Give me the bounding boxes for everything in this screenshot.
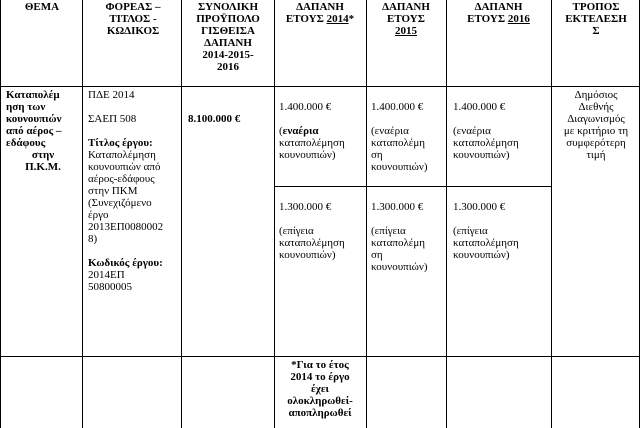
header-dapani-year-line xyxy=(448,13,549,25)
note-line: έχει xyxy=(311,383,329,395)
grid-line xyxy=(551,0,552,428)
foreas-cell xyxy=(88,89,180,293)
desc-line: καταπολέμηση xyxy=(279,137,345,149)
header-asterisk: * xyxy=(348,13,355,25)
header-dapani-2014 xyxy=(276,1,364,25)
header-tropos-line: ΤΡΟΠΟΣ xyxy=(572,1,620,13)
header-etous: ΕΤΟΥΣ xyxy=(285,13,324,25)
code-label: Κωδικός έργου: xyxy=(88,257,163,269)
desc-line: καταπολέμηση xyxy=(453,237,519,249)
grid-line xyxy=(0,86,640,87)
desc-line: καταπολέμη xyxy=(371,137,426,149)
header-tropos-line: Σ xyxy=(592,25,600,37)
header-synoliki-line: ΣΥΝΟΛΙΚΗ xyxy=(197,1,259,13)
desc-line: καταπολέμηση xyxy=(279,237,345,249)
header-synoliki-line: ΔΑΠΑΝΗ xyxy=(204,37,252,49)
tropos-line: Διεθνής xyxy=(578,101,614,113)
title-label: Τίτλος έργου: xyxy=(88,137,153,149)
tropos-line: Δημόσιος xyxy=(574,89,618,101)
desc-line: κουνουπιών) xyxy=(371,161,428,173)
grid-line xyxy=(274,0,275,428)
header-dapani-label: ΔΑΠΑΝΗ xyxy=(382,1,430,13)
header-year-2016: 2016 xyxy=(507,13,530,25)
header-year-2014: 2014 xyxy=(326,13,349,25)
grid-line xyxy=(0,356,640,357)
code-line: 50800005 xyxy=(88,281,132,293)
thema-line: Καταπολέμ xyxy=(6,89,60,101)
desc-line: (εναέρια xyxy=(279,125,319,137)
amount: 1.300.000 € xyxy=(453,201,506,213)
grid-line xyxy=(274,186,552,187)
saep-text: ΣΑΕΠ 508 xyxy=(88,113,137,125)
header-thema xyxy=(4,1,80,13)
desc-line: (εναέρια xyxy=(453,125,491,137)
ground-2014-cell xyxy=(279,201,365,261)
desc-line: (επίγεια xyxy=(279,225,314,237)
header-dapani-label: ΔΑΠΑΝΗ xyxy=(474,1,523,13)
title-line: 2013ΕΠ0080002 xyxy=(88,221,164,233)
title-line: έργο xyxy=(88,209,109,221)
desc-line: κουνουπιών) xyxy=(371,261,428,273)
amount: 1.300.000 € xyxy=(371,201,424,213)
header-tropos xyxy=(554,1,638,37)
header-etous: ΕΤΟΥΣ xyxy=(387,13,425,25)
note-line: 2014 το έργο xyxy=(290,371,350,383)
thema-line: στην xyxy=(31,149,55,161)
amount: 1.400.000 € xyxy=(279,101,332,113)
desc-line: ση xyxy=(371,149,383,161)
desc-line: (επίγεια xyxy=(371,225,406,237)
thema-line: εδάφους xyxy=(6,137,46,149)
note-line: *Για το έτος xyxy=(291,359,349,371)
header-dapani-2015 xyxy=(368,1,444,37)
ground-2015-cell xyxy=(371,201,445,273)
header-synoliki xyxy=(186,1,270,73)
amount: 1.300.000 € xyxy=(279,201,332,213)
title-line: κουνουπιών από xyxy=(88,161,161,173)
note-line: αποπληρωθεί xyxy=(288,407,352,419)
header-year-2015: 2015 xyxy=(395,25,417,37)
tropos-line: Διαγωνισμός xyxy=(567,113,625,125)
thema-line: Π.Κ.Μ. xyxy=(25,161,61,173)
desc-line: κουνουπιών) xyxy=(279,149,336,161)
tropos-line: με κριτήριο τη xyxy=(563,125,629,137)
header-foreas-line: ΦΟΡΕΑΣ – xyxy=(105,1,161,13)
header-synoliki-line: 2016 xyxy=(217,61,239,73)
grid-line xyxy=(181,0,182,428)
aerial-2016-cell xyxy=(453,101,549,161)
desc-line: κουνουπιών) xyxy=(279,249,336,261)
header-foreas xyxy=(90,1,176,37)
tropos-line: τιμή xyxy=(586,149,606,161)
code-line: 2014ΕΠ xyxy=(88,269,125,281)
total-amount: 8.100.000 € xyxy=(188,113,241,125)
aerial-2015-cell xyxy=(371,101,445,173)
desc-word: εναέρια xyxy=(282,125,319,137)
title-line: στην ΠΚΜ xyxy=(88,185,138,197)
header-foreas-line: ΚΩΔΙΚΟΣ xyxy=(106,25,160,37)
desc-line: κουνουπιών) xyxy=(453,249,510,261)
tropos-line: συμφερότερη xyxy=(566,137,626,149)
amount: 1.400.000 € xyxy=(371,101,424,113)
desc-line: ση xyxy=(371,249,383,261)
grid-line xyxy=(0,0,1,428)
header-synoliki-line: 2014-2015- xyxy=(202,49,254,61)
amount: 1.400.000 € xyxy=(453,101,506,113)
header-synoliki-line: ΠΡΟΫΠΟΛΟ xyxy=(196,13,260,25)
header-thema-text: ΘΕΜΑ xyxy=(24,1,60,13)
ground-2016-cell xyxy=(453,201,549,261)
note-cell xyxy=(276,359,364,419)
title-line: Καταπολέμηση xyxy=(88,149,156,161)
header-dapani-year-line xyxy=(276,13,364,25)
thema-line: από αέρος – xyxy=(6,125,62,137)
desc-line: κουνουπιών) xyxy=(453,149,510,161)
thema-cell xyxy=(6,89,80,173)
desc-line: καταπολέμη xyxy=(371,237,426,249)
desc-line: (επίγεια xyxy=(453,225,488,237)
tropos-cell xyxy=(555,89,637,161)
aerial-2014-cell xyxy=(279,101,365,161)
header-dapani-label: ΔΑΠΑΝΗ xyxy=(296,1,344,13)
header-tropos-line: ΕΚΤΕΛΕΣΗ xyxy=(565,13,627,25)
title-line: 8) xyxy=(88,233,98,245)
desc-line: (εναέρια xyxy=(371,125,409,137)
header-dapani-2016 xyxy=(448,1,549,25)
total-cell xyxy=(188,113,272,125)
grid-line xyxy=(82,0,83,428)
title-line: αέρος-εδάφους xyxy=(88,173,155,185)
thema-line: ηση των xyxy=(6,101,46,113)
pde-text: ΠΔΕ 2014 xyxy=(88,89,135,101)
header-foreas-line: ΤΙΤΛΟΣ - xyxy=(109,13,157,25)
grid-line xyxy=(446,0,447,428)
thema-line: κουνουπιών xyxy=(6,113,62,125)
grid-line xyxy=(366,0,367,428)
header-synoliki-line: ΓΙΣΘΕΙΣΑ xyxy=(201,25,255,37)
desc-line: καταπολέμηση xyxy=(453,137,519,149)
header-etous: ΕΤΟΥΣ xyxy=(467,13,506,25)
note-line: ολοκληρωθεί- xyxy=(287,395,353,407)
title-line: (Συνεχιζόμενο xyxy=(88,197,152,209)
